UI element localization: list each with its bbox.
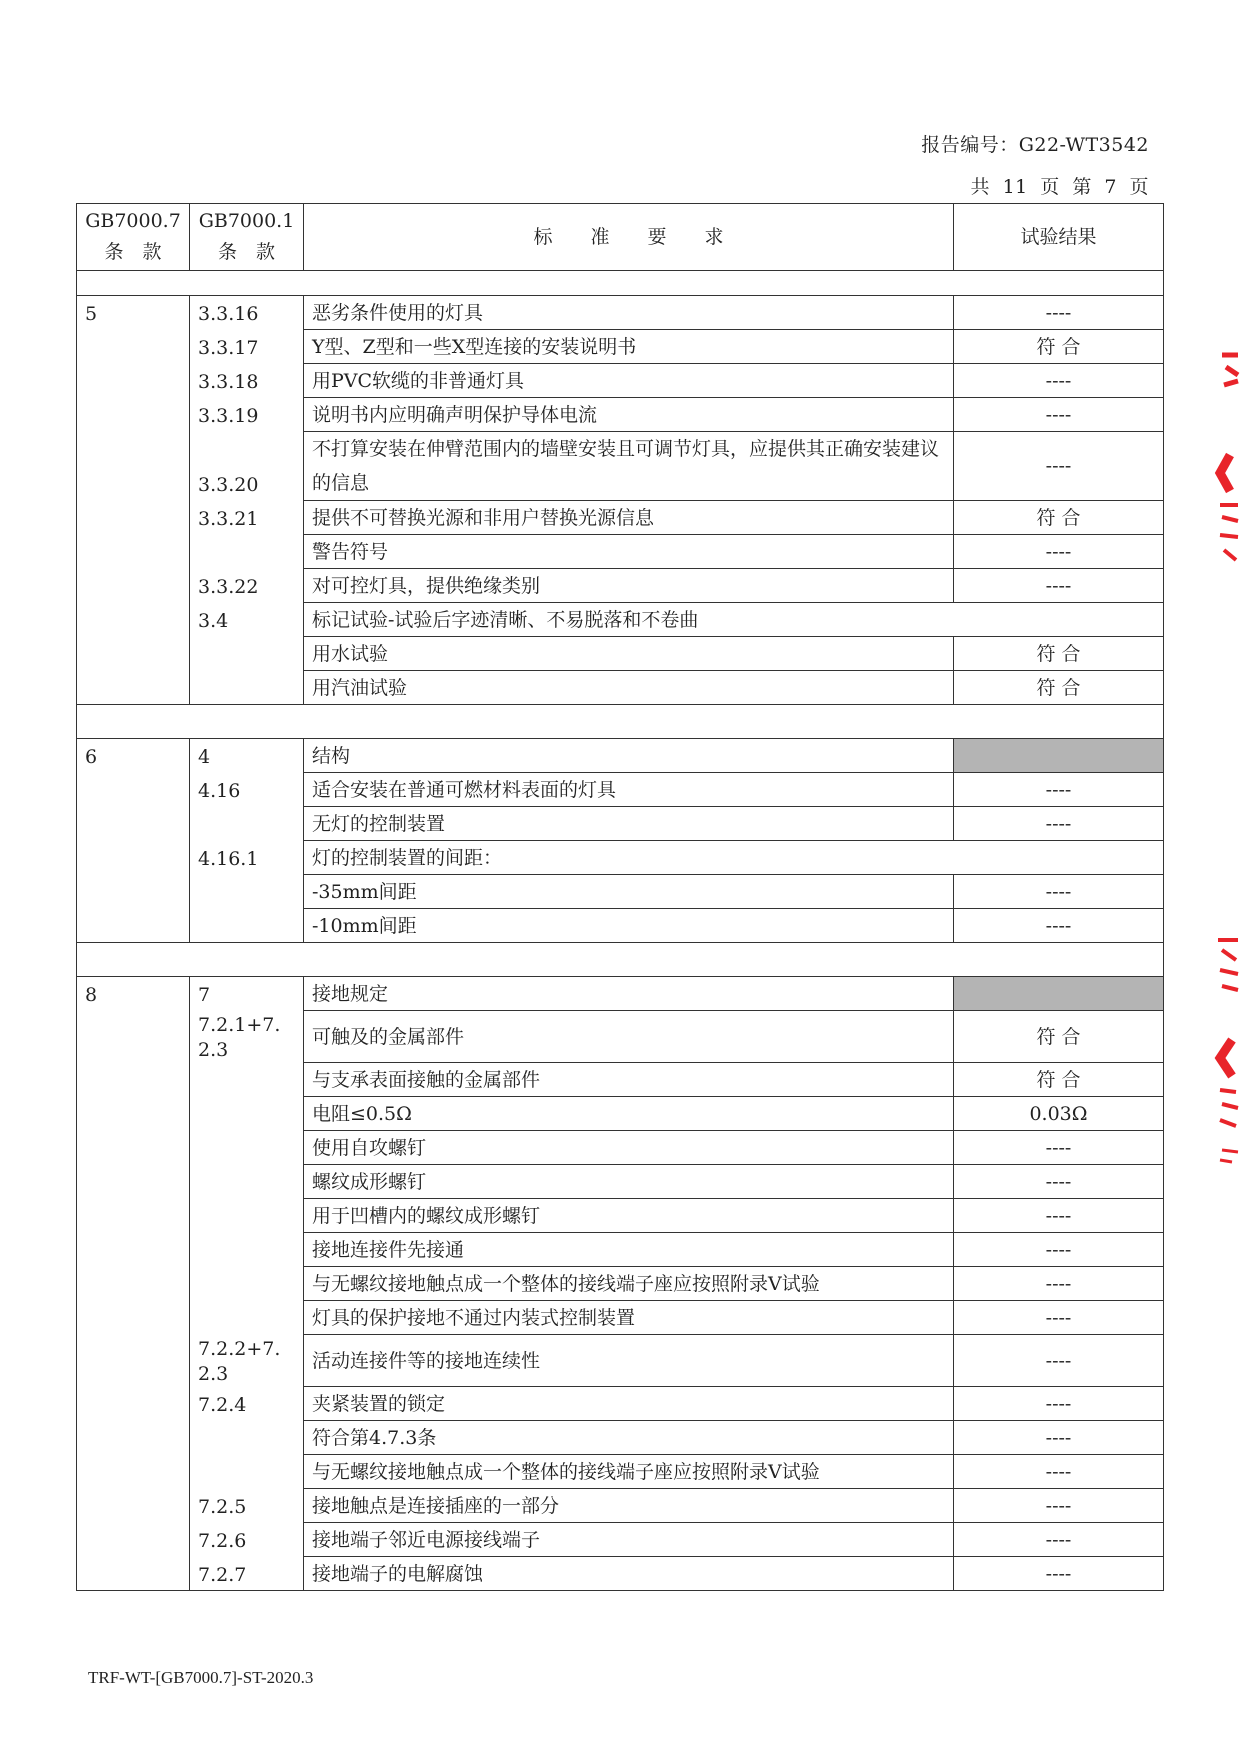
requirements-table (76, 203, 1164, 1591)
requirement-text: 提供不可替换光源和非用户替换光源信息 (304, 501, 954, 535)
clause-gb7000-7 (77, 637, 190, 671)
clause-gb7000-7 (77, 1557, 190, 1591)
table-row (77, 1063, 1164, 1097)
clause-gb7000-7 (77, 535, 190, 569)
clause-gb7000-7 (77, 1455, 190, 1489)
requirement-text: 用汽油试验 (304, 671, 954, 705)
clause-gb7000-7: 5 (77, 296, 190, 330)
requirement-text: 用PVC软缆的非普通灯具 (304, 364, 954, 398)
test-result: ---- (954, 1455, 1164, 1489)
test-result-shaded (954, 739, 1164, 773)
requirement-text: 用于凹槽内的螺纹成形螺钉 (304, 1199, 954, 1233)
table-row (77, 637, 1164, 671)
requirement-text: 恶劣条件使用的灯具 (304, 296, 954, 330)
requirement-text: 接地连接件先接通 (304, 1233, 954, 1267)
requirement-text: -35mm间距 (304, 875, 954, 909)
test-result: ---- (954, 909, 1164, 943)
table-row (77, 875, 1164, 909)
clause-gb7000-7: 8 (77, 977, 190, 1011)
clause-gb7000-1 (190, 671, 304, 705)
test-result: ---- (954, 1557, 1164, 1591)
table-row (77, 603, 1164, 637)
section-separator (77, 705, 1164, 739)
requirement-text: 与无螺纹接地触点成一个整体的接线端子座应按照附录V试验 (304, 1267, 954, 1301)
clause-gb7000-1 (190, 1165, 304, 1199)
clause-gb7000-1: 7.2.1+7.2.3 (190, 1011, 304, 1063)
table-row (77, 1523, 1164, 1557)
clause-gb7000-7 (77, 1421, 190, 1455)
test-result: ---- (954, 1523, 1164, 1557)
clause-gb7000-1 (190, 1421, 304, 1455)
test-result: ---- (954, 1131, 1164, 1165)
page-info: 共 11 页 第 7 页 (970, 176, 1149, 198)
table-row (77, 977, 1164, 1011)
header-col-requirement: 标 准 要 求 (304, 204, 954, 271)
test-result: 符 合 (954, 501, 1164, 535)
requirement-text: 活动连接件等的接地连续性 (304, 1335, 954, 1387)
clause-gb7000-1 (190, 1063, 304, 1097)
clause-gb7000-1 (190, 1301, 304, 1335)
test-result: 符 合 (954, 1063, 1164, 1097)
test-result-shaded (954, 977, 1164, 1011)
requirement-text: 灯具的保护接地不通过内装式控制装置 (304, 1301, 954, 1335)
section-separator (77, 943, 1164, 977)
test-result: 符 合 (954, 330, 1164, 364)
table-row (77, 1097, 1164, 1131)
test-result: ---- (954, 296, 1164, 330)
test-result: ---- (954, 432, 1164, 501)
clause-gb7000-7 (77, 875, 190, 909)
requirement-text: 可触及的金属部件 (304, 1011, 954, 1063)
test-result: ---- (954, 398, 1164, 432)
table-row (77, 296, 1164, 330)
clause-gb7000-7 (77, 364, 190, 398)
requirement-text: -10mm间距 (304, 909, 954, 943)
test-result: ---- (954, 1387, 1164, 1421)
requirement-text: 结构 (304, 739, 954, 773)
requirement-text: 警告符号 (304, 535, 954, 569)
clause-gb7000-7 (77, 1233, 190, 1267)
clause-gb7000-7 (77, 501, 190, 535)
table-row (77, 1489, 1164, 1523)
clause-gb7000-1 (190, 637, 304, 671)
test-result: ---- (954, 364, 1164, 398)
clause-gb7000-1: 7.2.6 (190, 1523, 304, 1557)
table-row (77, 1131, 1164, 1165)
clause-gb7000-7 (77, 569, 190, 603)
red-seal-fragment-top (1212, 345, 1240, 575)
table-row (77, 1387, 1164, 1421)
clause-gb7000-1: 7.2.4 (190, 1387, 304, 1421)
table-row (77, 841, 1164, 875)
clause-gb7000-1 (190, 1131, 304, 1165)
test-result: ---- (954, 569, 1164, 603)
requirement-text: 电阻≤0.5Ω (304, 1097, 954, 1131)
clause-gb7000-7 (77, 330, 190, 364)
table-row (77, 739, 1164, 773)
clause-gb7000-1: 4 (190, 739, 304, 773)
requirement-text: 与无螺纹接地触点成一个整体的接线端子座应按照附录V试验 (304, 1455, 954, 1489)
test-result: ---- (954, 1421, 1164, 1455)
table-row (77, 569, 1164, 603)
clause-gb7000-1: 3.3.17 (190, 330, 304, 364)
requirement-text: 与支承表面接触的金属部件 (304, 1063, 954, 1097)
clause-gb7000-7 (77, 773, 190, 807)
table-row (77, 807, 1164, 841)
test-result: ---- (954, 1267, 1164, 1301)
clause-gb7000-7 (77, 841, 190, 875)
requirement-text: 用水试验 (304, 637, 954, 671)
table-row (77, 1165, 1164, 1199)
test-result: 0.03Ω (954, 1097, 1164, 1131)
clause-gb7000-1 (190, 535, 304, 569)
table-row (77, 501, 1164, 535)
clause-gb7000-1 (190, 875, 304, 909)
table-row (77, 535, 1164, 569)
requirement-text: 符合第4.7.3条 (304, 1421, 954, 1455)
table-header-row (77, 204, 1164, 271)
requirement-text: Y型、Z型和一些X型连接的安装说明书 (304, 330, 954, 364)
clause-gb7000-7 (77, 1387, 190, 1421)
test-result: 符 合 (954, 1011, 1164, 1063)
clause-gb7000-1 (190, 1455, 304, 1489)
clause-gb7000-1: 3.3.16 (190, 296, 304, 330)
clause-gb7000-7 (77, 671, 190, 705)
clause-gb7000-1: 3.3.20 (190, 432, 304, 501)
clause-gb7000-1 (190, 1233, 304, 1267)
clause-gb7000-7 (77, 603, 190, 637)
clause-gb7000-7: 6 (77, 739, 190, 773)
test-result: ---- (954, 1165, 1164, 1199)
clause-gb7000-1 (190, 1097, 304, 1131)
header-col-result: 试验结果 (954, 204, 1164, 271)
clause-gb7000-1: 3.4 (190, 603, 304, 637)
table-row (77, 1267, 1164, 1301)
clause-gb7000-1: 3.3.22 (190, 569, 304, 603)
table-row (77, 1335, 1164, 1387)
clause-gb7000-1: 7.2.7 (190, 1557, 304, 1591)
clause-gb7000-1 (190, 1199, 304, 1233)
clause-gb7000-1: 7.2.5 (190, 1489, 304, 1523)
table-row (77, 671, 1164, 705)
table-row (77, 909, 1164, 943)
test-result: 符 合 (954, 637, 1164, 671)
clause-gb7000-1: 3.3.18 (190, 364, 304, 398)
clause-gb7000-7 (77, 1199, 190, 1233)
clause-gb7000-7 (77, 1131, 190, 1165)
clause-gb7000-1: 3.3.21 (190, 501, 304, 535)
requirement-text: 接地触点是连接插座的一部分 (304, 1489, 954, 1523)
clause-gb7000-1 (190, 807, 304, 841)
clause-gb7000-7 (77, 1097, 190, 1131)
requirement-text: 使用自攻螺钉 (304, 1131, 954, 1165)
requirement-text: 接地端子邻近电源接线端子 (304, 1523, 954, 1557)
section-separator (77, 271, 1164, 296)
table-row (77, 773, 1164, 807)
clause-gb7000-7 (77, 1011, 190, 1063)
clause-gb7000-1 (190, 1267, 304, 1301)
red-seal-fragment-bottom (1212, 930, 1240, 1165)
requirement-text: 无灯的控制装置 (304, 807, 954, 841)
table-row (77, 1557, 1164, 1591)
test-result: 符 合 (954, 671, 1164, 705)
requirement-text: 不打算安装在伸臂范围内的墙壁安装且可调节灯具，应提供其正确安装建议的信息 (304, 432, 954, 501)
test-result: ---- (954, 1335, 1164, 1387)
clause-gb7000-7 (77, 807, 190, 841)
table-row (77, 1011, 1164, 1063)
clause-gb7000-7 (77, 1523, 190, 1557)
clause-gb7000-1: 7.2.2+7.2.3 (190, 1335, 304, 1387)
form-code-footer: TRF-WT-[GB7000.7]-ST-2020.3 (88, 1668, 314, 1687)
clause-gb7000-7 (77, 1165, 190, 1199)
clause-gb7000-7 (77, 909, 190, 943)
test-result: ---- (954, 1199, 1164, 1233)
clause-gb7000-7 (77, 1335, 190, 1387)
requirement-text: 夹紧装置的锁定 (304, 1387, 954, 1421)
table-row (77, 432, 1164, 501)
report-number: 报告编号：G22-WT3542 (921, 134, 1149, 156)
requirement-text: 标记试验-试验后字迹清晰、不易脱落和不卷曲 (304, 603, 1164, 637)
requirement-text: 对可控灯具，提供绝缘类别 (304, 569, 954, 603)
clause-gb7000-7 (77, 1267, 190, 1301)
clause-gb7000-1: 4.16.1 (190, 841, 304, 875)
test-result: ---- (954, 1301, 1164, 1335)
table-row (77, 1233, 1164, 1267)
clause-gb7000-7 (77, 398, 190, 432)
test-result: ---- (954, 535, 1164, 569)
requirement-text: 适合安装在普通可燃材料表面的灯具 (304, 773, 954, 807)
table-row (77, 364, 1164, 398)
table-row (77, 398, 1164, 432)
header-col-gb7000-7: GB7000.7 条 款 (77, 204, 190, 271)
requirement-text: 说明书内应明确声明保护导体电流 (304, 398, 954, 432)
table-row (77, 1421, 1164, 1455)
test-result: ---- (954, 807, 1164, 841)
requirement-text: 接地规定 (304, 977, 954, 1011)
clause-gb7000-7 (77, 1301, 190, 1335)
clause-gb7000-1: 4.16 (190, 773, 304, 807)
requirement-text: 螺纹成形螺钉 (304, 1165, 954, 1199)
table-row (77, 1199, 1164, 1233)
table-row (77, 1301, 1164, 1335)
header-col-gb7000-1: GB7000.1 条 款 (190, 204, 304, 271)
clause-gb7000-7 (77, 432, 190, 501)
test-result: ---- (954, 875, 1164, 909)
clause-gb7000-1 (190, 909, 304, 943)
table-row (77, 330, 1164, 364)
clause-gb7000-7 (77, 1063, 190, 1097)
table-row (77, 1455, 1164, 1489)
clause-gb7000-7 (77, 1489, 190, 1523)
requirement-text: 灯的控制装置的间距： (304, 841, 1164, 875)
requirement-text: 接地端子的电解腐蚀 (304, 1557, 954, 1591)
clause-gb7000-1: 3.3.19 (190, 398, 304, 432)
clause-gb7000-1: 7 (190, 977, 304, 1011)
test-result: ---- (954, 1489, 1164, 1523)
test-result: ---- (954, 1233, 1164, 1267)
test-result: ---- (954, 773, 1164, 807)
